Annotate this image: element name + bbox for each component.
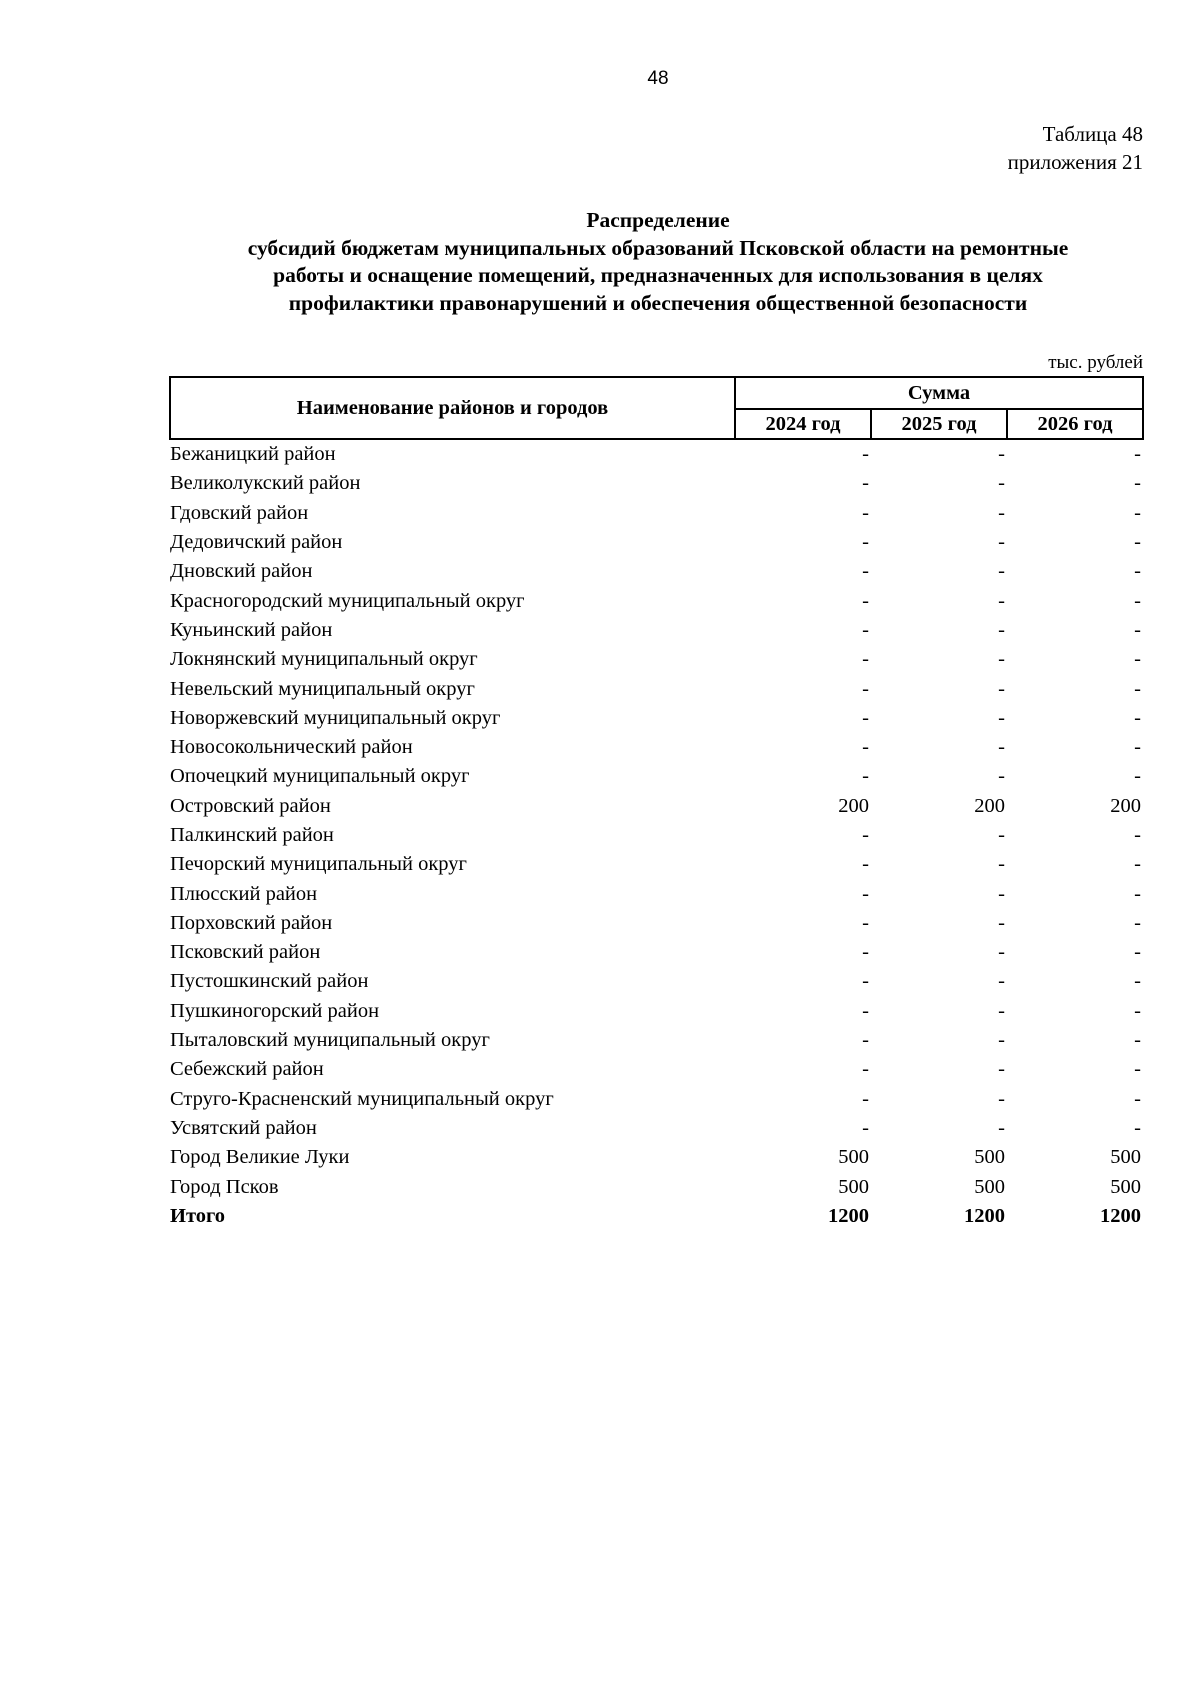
value-2024: -: [862, 1116, 869, 1139]
value-2024: -: [862, 531, 869, 554]
value-2025: -: [998, 560, 1005, 583]
table-row: [170, 674, 1143, 703]
value-2024: -: [862, 911, 869, 934]
appendix-reference: [1008, 120, 1143, 176]
value-2025: 200: [974, 794, 1005, 817]
value-2026: -: [1134, 1087, 1141, 1110]
header-year-2025: 2025 год: [871, 409, 1007, 439]
appendix-number: приложения 21: [1007, 150, 1143, 174]
district-name: Порховский район: [170, 911, 333, 934]
value-2026: -: [1134, 589, 1141, 612]
value-2025: -: [998, 1116, 1005, 1139]
table-row: [170, 469, 1143, 498]
district-name: Пыталовский муниципальный округ: [170, 1029, 490, 1052]
district-name: Усвятский район: [170, 1116, 317, 1139]
value-2025: -: [998, 970, 1005, 993]
value-2024: -: [862, 1058, 869, 1081]
table-row: [170, 762, 1143, 791]
header-year-2024: 2024 год: [735, 409, 871, 439]
table-row: [170, 586, 1143, 615]
value-2024: -: [862, 443, 869, 466]
district-name: Пушкиногорский район: [170, 999, 380, 1022]
district-name: Новосокольнический район: [170, 736, 413, 759]
value-2026: -: [1134, 765, 1141, 788]
value-2025: -: [998, 677, 1005, 700]
value-2026: -: [1134, 941, 1141, 964]
table-row: [170, 909, 1143, 938]
district-name: Гдовский район: [170, 501, 309, 524]
district-name: Локнянский муниципальный округ: [170, 648, 478, 671]
district-name: Бежаницкий район: [170, 443, 336, 466]
value-2025: -: [998, 501, 1005, 524]
table-row: [170, 1172, 1143, 1201]
value-2026: -: [1134, 677, 1141, 700]
value-2025: -: [998, 531, 1005, 554]
value-2024: 1200: [828, 1204, 869, 1227]
value-2024: 200: [838, 794, 869, 817]
district-name: Дновский район: [170, 560, 313, 583]
value-2025: -: [998, 618, 1005, 641]
value-2024: -: [862, 824, 869, 846]
district-name: Невельский муниципальный округ: [170, 677, 475, 700]
value-2024: -: [862, 853, 869, 876]
value-2026: -: [1134, 970, 1141, 993]
value-2024: -: [862, 706, 869, 729]
value-2025: -: [998, 736, 1005, 759]
table-row: [170, 439, 1143, 469]
value-2024: -: [862, 970, 869, 993]
value-2026: -: [1134, 618, 1141, 641]
value-2025: -: [998, 589, 1005, 612]
district-name: Плюсский район: [170, 882, 318, 905]
value-2026: -: [1134, 853, 1141, 876]
value-2025: -: [998, 911, 1005, 934]
district-name: Куньинский район: [170, 618, 333, 641]
value-2024: -: [862, 1087, 869, 1110]
value-2025: -: [998, 1058, 1005, 1081]
title-line-4: профилактики правонарушений и обеспечения общественной безопасности: [288, 290, 1028, 315]
value-2025: -: [998, 941, 1005, 964]
table-row: [170, 528, 1143, 557]
value-2026: -: [1134, 824, 1141, 846]
unit-label: тыс. рублей: [1048, 352, 1143, 373]
district-name: Псковский район: [170, 941, 321, 964]
value-2024: -: [862, 882, 869, 905]
district-name: Город Псков: [170, 1175, 279, 1198]
table-body: [170, 439, 1143, 1231]
value-2026: -: [1134, 706, 1141, 729]
value-2024: -: [862, 736, 869, 759]
title-line-3: работы и оснащение помещений, предназначенных для использования в целях: [273, 263, 1043, 287]
value-2026: 200: [1110, 794, 1141, 817]
value-2026: -: [1134, 531, 1141, 554]
table-row: [170, 792, 1143, 821]
table-row: [170, 997, 1143, 1026]
table-row: [170, 967, 1143, 996]
value-2024: -: [862, 677, 869, 700]
district-name: Дедовичский район: [170, 531, 343, 554]
district-name: Печорский муниципальный округ: [170, 853, 467, 876]
value-2026: -: [1134, 999, 1141, 1022]
total-row: [170, 1202, 1143, 1231]
table-row: [170, 704, 1143, 733]
district-name: Новоржевский муниципальный округ: [170, 706, 501, 729]
table-row: [170, 616, 1143, 645]
value-2025: -: [998, 824, 1005, 846]
table-row: [170, 1114, 1143, 1143]
table-row: [170, 499, 1143, 528]
value-2024: -: [862, 618, 869, 641]
value-2026: -: [1134, 443, 1141, 466]
value-2026: 500: [1110, 1175, 1141, 1198]
value-2025: -: [998, 443, 1005, 466]
table-row: [170, 733, 1143, 762]
value-2025: -: [998, 1087, 1005, 1110]
value-2024: -: [862, 1029, 869, 1052]
table-row: [170, 1055, 1143, 1084]
value-2026: 500: [1110, 1146, 1141, 1169]
table-row: [170, 850, 1143, 879]
value-2026: -: [1134, 560, 1141, 583]
value-2024: 500: [838, 1146, 869, 1169]
table-row: [170, 557, 1143, 586]
value-2024: -: [862, 999, 869, 1022]
value-2026: -: [1134, 911, 1141, 934]
subsidy-table: [169, 376, 1144, 1231]
table-row: [170, 821, 1143, 850]
value-2026: -: [1134, 648, 1141, 671]
value-2026: -: [1134, 1029, 1141, 1052]
value-2024: -: [862, 501, 869, 524]
value-2026: -: [1134, 736, 1141, 759]
table-number: Таблица 48: [1042, 122, 1143, 146]
table-row: [170, 1143, 1143, 1172]
table-row: [170, 1026, 1143, 1055]
value-2024: -: [862, 560, 869, 583]
value-2025: 1200: [964, 1204, 1005, 1227]
district-name: Опочецкий муниципальный округ: [170, 765, 470, 788]
table-row: [170, 938, 1143, 967]
district-name: Великолукский район: [170, 472, 361, 495]
district-name: Себежский район: [170, 1058, 324, 1081]
value-2025: -: [998, 999, 1005, 1022]
value-2026: -: [1134, 882, 1141, 905]
value-2025: 500: [974, 1146, 1005, 1169]
district-name: Палкинский район: [170, 824, 334, 846]
value-2025: -: [998, 706, 1005, 729]
district-name: Пустошкинский район: [170, 970, 369, 993]
title-line-1: Распределение: [586, 208, 730, 232]
table-row: [170, 645, 1143, 674]
value-2024: -: [862, 648, 869, 671]
district-name: Красногородский муниципальный округ: [170, 589, 525, 612]
district-name: Струго-Красненский муниципальный округ: [170, 1087, 554, 1110]
district-name: Островский район: [170, 794, 331, 817]
value-2025: 500: [974, 1175, 1005, 1198]
value-2026: -: [1134, 501, 1141, 524]
value-2025: -: [998, 853, 1005, 876]
value-2025: -: [998, 1029, 1005, 1052]
value-2024: 500: [838, 1175, 869, 1198]
page-number: 48: [647, 68, 669, 89]
document-title: [150, 207, 1166, 317]
value-2025: -: [998, 648, 1005, 671]
value-2024: -: [862, 472, 869, 495]
value-2026: -: [1134, 1058, 1141, 1081]
table-header: [170, 377, 1143, 439]
value-2026: -: [1134, 472, 1141, 495]
table-row: [170, 879, 1143, 908]
header-year-2026: 2026 год: [1007, 409, 1143, 439]
value-2025: -: [998, 472, 1005, 495]
table-row: [170, 1085, 1143, 1114]
value-2026: 1200: [1100, 1204, 1141, 1227]
header-sum: Сумма: [735, 377, 1143, 409]
district-name: Город Великие Луки: [170, 1146, 350, 1169]
value-2024: -: [862, 765, 869, 788]
value-2024: -: [862, 589, 869, 612]
value-2025: -: [998, 882, 1005, 905]
value-2025: -: [998, 765, 1005, 788]
value-2026: -: [1134, 1116, 1141, 1139]
header-name: Наименование районов и городов: [170, 377, 735, 439]
title-line-2: субсидий бюджетам муниципальных образований Псковской области на ремонтные: [247, 235, 1069, 260]
district-name: Итого: [170, 1204, 226, 1227]
value-2024: -: [862, 941, 869, 964]
